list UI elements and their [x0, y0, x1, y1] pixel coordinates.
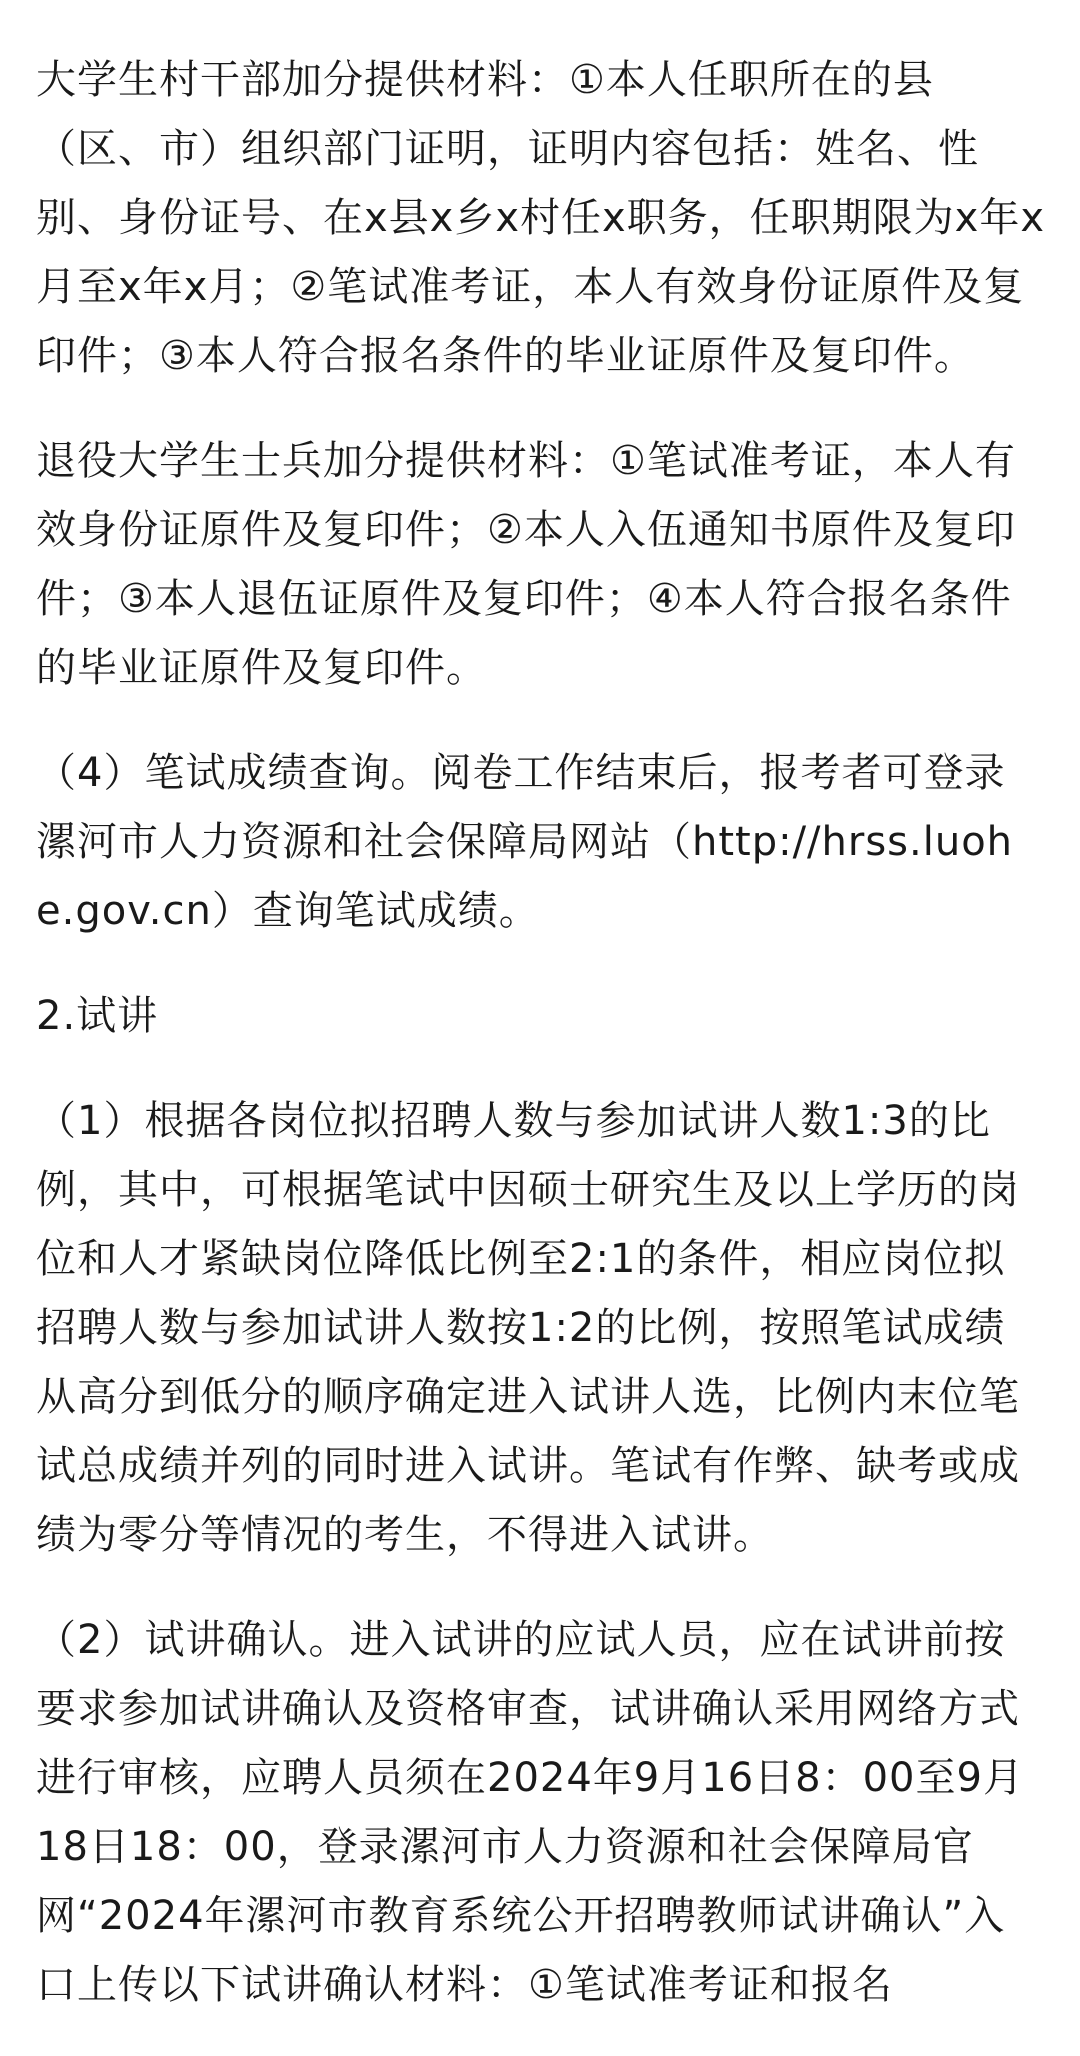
article-body: [36, 46, 1046, 2056]
paragraph-veteran-materials: 退役大学生士兵加分提供材料：①笔试准考证，本人有效身份证原件及复印件；②本人入伍通知书原件及复印件；③本人退伍证原件及复印件；④本人符合报名条件的毕业证原件及复印件。: [36, 438, 1016, 691]
section-heading-trial-lecture: 2.试讲: [36, 993, 159, 1039]
paragraph-score-query: （4）笔试成绩查询。阅卷工作结束后，报考者可登录漯河市人力资源和社会保障局网站（http://hrss.luohe.gov.cn）查询笔试成绩。: [36, 750, 1014, 934]
paragraph-trial-lecture-ratio: （1）根据各岗位拟招聘人数与参加试讲人数1:3的比例，其中，可根据笔试中因硕士研究生及以上学历的岗位和人才紧缺岗位降低比例至2:1的条件，相应岗位拟招聘人数与参加试讲人数按1:2的比例，按照笔试成绩从高分到低分的顺序确定进入试讲人选，比例内末位笔试总成绩并列的同时进入试讲。笔试有作弊、缺考或成绩为零分等情况的考生，不得进入试讲。: [36, 1098, 1020, 1558]
paragraph-trial-lecture-confirmation: （2）试讲确认。进入试讲的应试人员，应在试讲前按要求参加试讲确认及资格审查，试讲确认采用网络方式进行审核，应聘人员须在2024年9月16日8：00至9月18日18：00，登录漯河市人力资源和社会保障局官网“2024年漯河市教育系统公开招聘教师试讲确认”入口上传以下试讲确认材料：①笔试准考证和报名: [36, 1617, 1024, 2008]
paragraph-village-cadre-materials: 大学生村干部加分提供材料：①本人任职所在的县（区、市）组织部门证明，证明内容包括：姓名、性别、身份证号、在x县x乡x村任x职务，任职期限为x年x月至x年x月；②笔试准考证，本人有效身份证原件及复印件；③本人符合报名条件的毕业证原件及复印件。: [36, 57, 1046, 379]
